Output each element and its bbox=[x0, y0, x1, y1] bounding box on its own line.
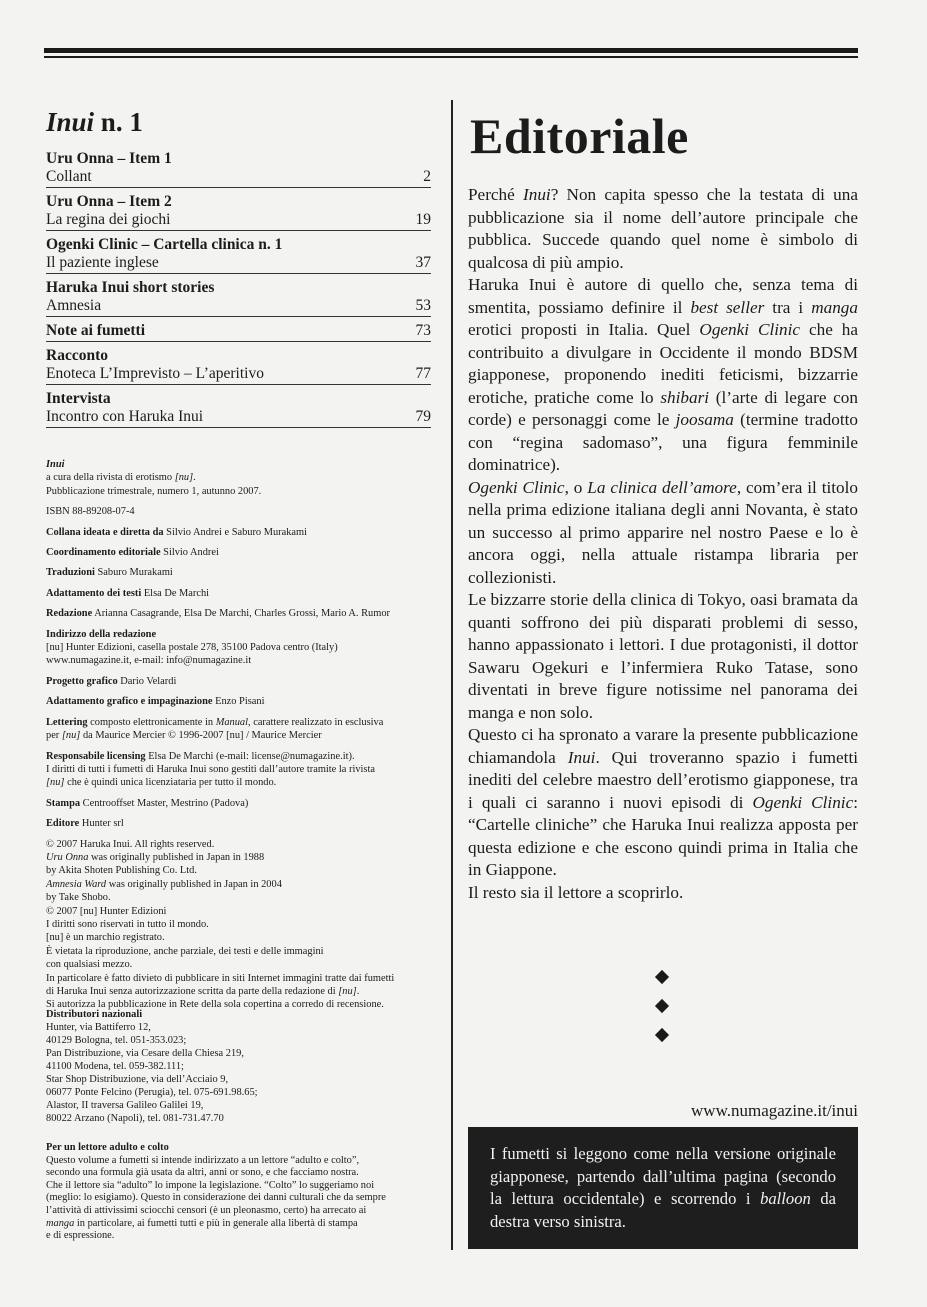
toc-entry-subtitle: La regina dei giochi bbox=[46, 211, 171, 228]
distributor-line: 41100 Modena, tel. 059-382.111; bbox=[46, 1061, 184, 1072]
top-rule-thin bbox=[44, 56, 858, 58]
credits-title: Inui bbox=[46, 459, 65, 470]
section-ornament bbox=[652, 962, 672, 1059]
distributor-line: Star Shop Distribuzione, via dell’Acciaio 9, bbox=[46, 1074, 229, 1085]
toc-entry-subtitle: Enoteca L’Imprevisto – L’aperitivo bbox=[46, 365, 264, 382]
editorial-paragraph: Ogenki Clinic, o La clinica dell’amore, com’era il titolo nella prima edizione italiana degli anni Novanta, è stato un successo al primo apparire nel nostro Paese e lo è ancora oggi, nella attuale ristampa libraria per collezionisti. bbox=[468, 477, 858, 587]
distributors-list bbox=[46, 1021, 438, 1125]
table-of-contents bbox=[46, 106, 431, 431]
distributor-line: Pan Distribuzione, via Cesare della Chiesa 219, bbox=[46, 1048, 244, 1059]
distributor-line: 40129 Bologna, tel. 051-353.023; bbox=[46, 1035, 187, 1046]
distributor-line: 80022 Arzano (Napoli), tel. 081-731.47.70 bbox=[46, 1113, 224, 1124]
diamond-icon bbox=[655, 970, 669, 984]
website-url[interactable]: www.numagazine.it/inui bbox=[691, 1101, 858, 1120]
toc-entry[interactable] bbox=[46, 148, 431, 188]
column-divider bbox=[451, 100, 453, 1250]
diamond-icon bbox=[655, 999, 669, 1013]
distributors-block bbox=[46, 1008, 438, 1125]
toc-entry[interactable] bbox=[46, 191, 431, 231]
credits-block: Inui a cura della rivista di erotismo [nu]. Pubblicazione trimestrale, numero 1, autunno 2007. ISBN 88-89208-07-4 Collana ideata e diretta da Silvio Andrei e Saburo Murakami Coordinamento editoriale Silvio Andrei Traduzioni Saburo Murakami Adattamento dei testi Elsa De Marchi Redazione Arianna Casagrande, Elsa De Marchi, Charles Grossi, Mario A. Rumor Indirizzo della redazione [nu] Hunter Edizioni, casella postale 278, 35100 Padova centro (Italy) www.numagazine.it, e-mail: info@numagazine.it Progetto grafico Dario Velardi Adattamento grafico e impaginazione Enzo Pisani Lettering composto elettronicamente in Manual, carattere realizzato in esclusiva per [nu] da Maurice Mercier © 1996-2007 [nu] / Maurice Mercier Responsabile licensing Elsa De Marchi (e-mail: license@numagazine.it). I diritti di tutti i fumetti di Haruka Inui sono gestiti dall’autore tramite la rivista [nu] che è quindi unica licenziataria per tutto il mondo. Stampa Centrooffset Master, Mestrino (Padova) Editore Hunter srl © 2007 Haruka Inui. All rights reserved. Uru Onna was originally published in Japan in 1988 by Akita Shoten Publishing Co. Ltd. Amnesia Ward was originally published in Japan in 2004 by Take Shobo. © 2007 [nu] Hunter Edizioni I diritti sono riservati in tutto il mondo. [nu] è un marchio registrato. È vietata la riproduzione, anche parziale, dei testi e delle immagini con qualsiasi mezzo. In particolare è fatto divieto di pubblicare in siti Internet immagini tratte dai fumetti di Haruka Inui senza autorizzazione scritta da parte della redazione di [nu]. Si autorizza la pubblicazione in Rete della sola copertina a corredo di recensione. bbox=[46, 458, 438, 1012]
diamond-icon bbox=[655, 1028, 669, 1042]
distributor-line: Alastor, II traversa Galileo Galilei 19, bbox=[46, 1100, 204, 1111]
toc-entry[interactable] bbox=[46, 277, 431, 317]
toc-page-number: 73 bbox=[415, 322, 431, 339]
toc-page-number: 2 bbox=[423, 168, 431, 185]
toc-entry-subtitle: Incontro con Haruka Inui bbox=[46, 408, 204, 425]
toc-entry[interactable] bbox=[46, 345, 431, 385]
toc-page-number: 79 bbox=[415, 408, 431, 425]
toc-page-number: 19 bbox=[415, 211, 431, 228]
isbn: ISBN 88-89208-07-4 bbox=[46, 506, 135, 518]
editorial-paragraph: Perché Inui? Non capita spesso che la testata di una pubblicazione sia il nome dell’autore principale che pubblica. Succede quando quel nome è simbolo di qualcosa di più ampio. bbox=[468, 185, 859, 272]
distributors-title: Distributori nazionali bbox=[46, 1009, 143, 1020]
distributor-line: 06077 Ponte Felcino (Perugia), tel. 075-691.98.65; bbox=[46, 1087, 258, 1098]
toc-entry-subtitle: Amnesia bbox=[46, 297, 102, 314]
editorial-paragraph: Le bizzarre storie della clinica di Tokyo, oasi bramata da quanti soffrono dei più disparati problemi di sesso, hanno appassionato i lettori. I due protagonisti, il dottor Sawaru Ogekuri e l’infermiera Ruko Tatase, sono diventati in breve figure notissime nel panorama dei manga e non solo. bbox=[468, 590, 858, 722]
toc-entry-title: Haruka Inui short stories bbox=[46, 279, 215, 296]
editorial-paragraph: Questo ci ha spronato a varare la presente pubblicazione chiamandola Inui. Qui troveranno spazio i fumetti inediti del celebre maestro dell’erotismo giapponese, tra i quali ci saranno i nuovi episodi di Ogenki Clinic: “Cartelle cliniche” che Haruka Inui realizza apposta per questa edizione e che escono quindi prima in Italia che in Giappone. bbox=[468, 725, 858, 879]
adult-notice-title: Per un lettore adulto e colto bbox=[46, 1142, 169, 1153]
toc-entry-title: Intervista bbox=[46, 390, 111, 407]
toc-entry-title: Uru Onna – Item 2 bbox=[46, 193, 172, 210]
toc-page-number: 37 bbox=[415, 254, 431, 271]
editorial-title: Editoriale bbox=[470, 108, 689, 164]
toc-entry[interactable] bbox=[46, 388, 431, 428]
toc-entry-title: Note ai fumetti bbox=[46, 322, 145, 339]
editorial-paragraph: Haruka Inui è autore di quello che, senza tema di smentita, possiamo definire il best seller tra i manga erotici proposti in Italia. Quel Ogenki Clinic che ha contribuito a divulgare in Occidente il mondo BDSM giapponese, proponendo inediti feticismi, bizzarrie erotiche, pratiche come lo shibari (l’arte di legare con corde) e personaggi come le joosama (termine tradotto con “regina sadomaso”, una figura femminile dominatrice). bbox=[468, 275, 858, 474]
adult-reader-notice: Per un lettore adulto e colto Questo volume a fumetti si intende indirizzato a un lettore “adulto e colto”, secondo una formula già usata da altri, anni or sono, e che facciamo nostra. Che il lettore sia “adulto” lo impone la legislazione. “Colto” lo suggeriamo noi (meglio: lo esigiamo). Questo in considerazione dei danni culturali che da sempre l’attività di attivissimi sciocchi censori (è un pleonasmo, certo) ha arrecato ai manga in particolare, ai fumetti tutti e più in generale alla libertà di stampa e di espressione. bbox=[46, 1142, 438, 1243]
toc-entry-title: Uru Onna – Item 1 bbox=[46, 150, 172, 167]
reading-direction-note: I fumetti si leggono come nella versione originale giapponese, partendo dall’ultima pagina (secondo la lettura occidentale) e scorrendo i balloon da destra verso sinistra. bbox=[468, 1127, 858, 1249]
toc-page-number: 77 bbox=[415, 365, 431, 382]
toc-list bbox=[46, 148, 431, 428]
toc-entry-subtitle: Il paziente inglese bbox=[46, 254, 159, 271]
toc-entry[interactable] bbox=[46, 234, 431, 274]
toc-entry[interactable] bbox=[46, 320, 431, 342]
editorial-body bbox=[468, 184, 858, 904]
toc-entry-title: Racconto bbox=[46, 347, 108, 364]
toc-entry-title: Ogenki Clinic – Cartella clinica n. 1 bbox=[46, 236, 283, 253]
toc-page-number: 53 bbox=[415, 297, 431, 314]
distributor-line: Hunter, via Battiferro 12, bbox=[46, 1022, 151, 1033]
toc-entry-subtitle: Collant bbox=[46, 168, 92, 185]
toc-title: Inui n. 1 bbox=[46, 107, 143, 137]
top-rule bbox=[44, 48, 858, 53]
editorial-paragraph: Il resto sia il lettore a scoprirlo. bbox=[468, 882, 684, 902]
